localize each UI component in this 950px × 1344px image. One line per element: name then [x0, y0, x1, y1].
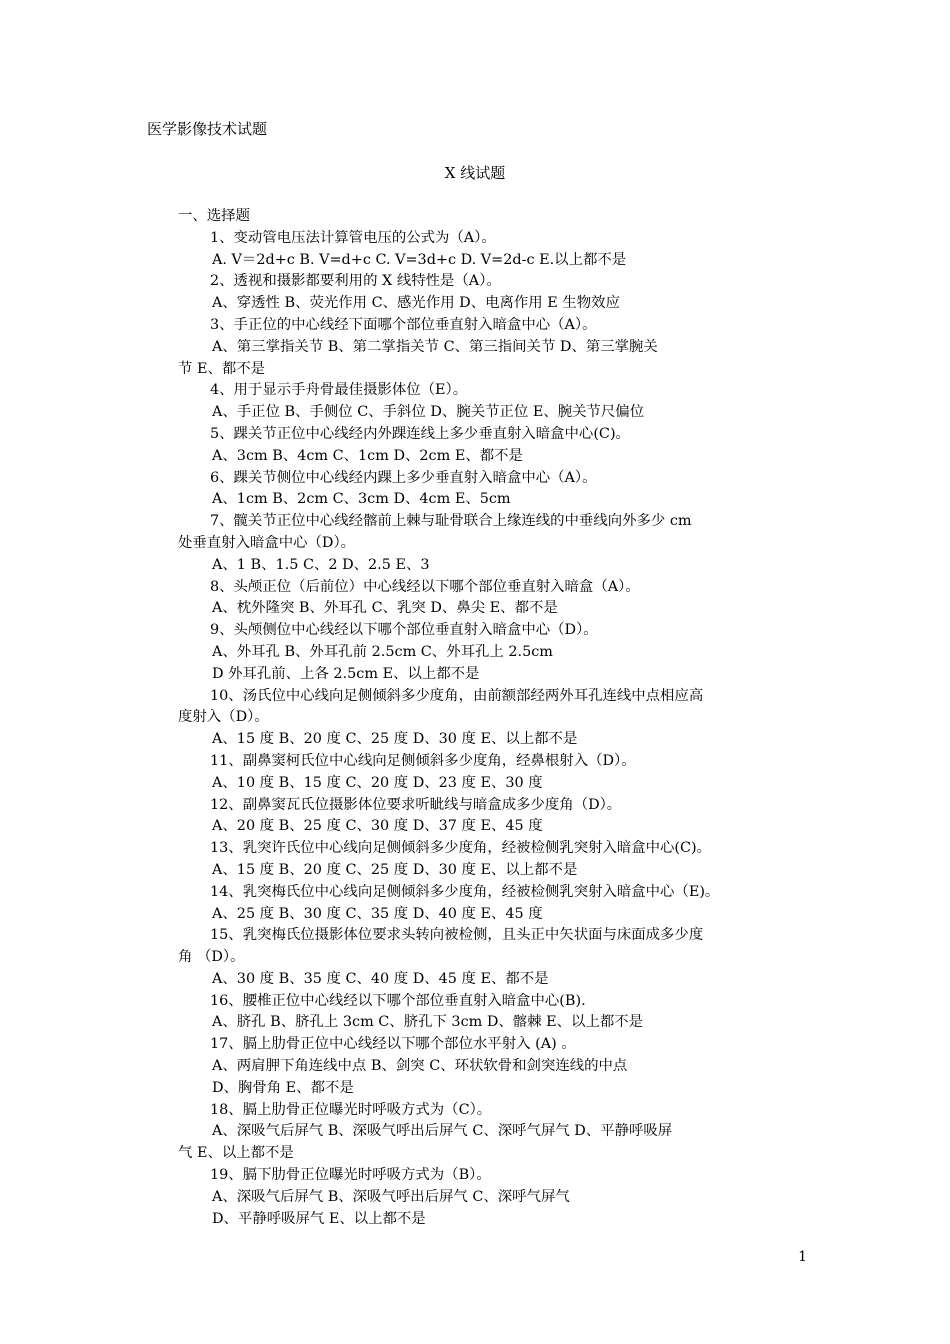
- text-line: A、脐孔 B、脐孔上 3cm C、脐孔下 3cm D、髂棘 E、以上都不是: [212, 1014, 644, 1031]
- text-line: A、10 度 B、15 度 C、20 度 D、23 度 E、30 度: [212, 774, 543, 791]
- text-line: A、手正位 B、手侧位 C、手斜位 D、腕关节正位 E、腕关节尺偏位: [212, 404, 645, 421]
- document-title: 医学影像技术试题: [147, 120, 268, 138]
- text-line: 角 （D）。: [178, 949, 245, 966]
- text-line: 18、膈上肋骨正位曝光时呼吸方式为（C）。: [210, 1101, 492, 1118]
- text-line: A、外耳孔 B、外耳孔前 2.5cm C、外耳孔上 2.5cm: [212, 643, 553, 660]
- text-line: 19、膈下肋骨正位曝光时呼吸方式为（B）。: [210, 1167, 491, 1184]
- section-title: X 线试题: [444, 164, 506, 182]
- text-line: 处垂直射入暗盒中心（D）。: [178, 534, 356, 551]
- text-line: A、3cm B、4cm C、1cm D、2cm E、都不是: [212, 447, 523, 464]
- text-line: 17、膈上肋骨正位中心线经以下哪个部位水平射入 (A) 。: [210, 1036, 576, 1053]
- text-line: A. V＝2d+c B. V=d+c C. V=3d+c D. V=2d-c E.以上都不是: [212, 251, 627, 268]
- text-line: 10、汤氏位中心线向足侧倾斜多少度角，由前额部经两外耳孔连线中点相应高: [210, 687, 704, 704]
- text-line: 一、选择题: [178, 208, 250, 224]
- text-line: 9、头颅侧位中心线经以下哪个部位垂直射入暗盒中心（D）。: [210, 622, 598, 639]
- text-line: 15、乳突梅氏位摄影体位要求头转向被检侧，且头正中矢状面与床面成多少度: [210, 927, 704, 944]
- text-line: A、深吸气后屏气 B、深吸气呼出后屏气 C、深呼气屏气: [212, 1188, 570, 1205]
- text-line: 7、髋关节正位中心线经髂前上棘与耻骨联合上缘连线的中垂线向外多少 cm: [210, 513, 692, 530]
- text-line: A、枕外隆突 B、外耳孔 C、乳突 D、鼻尖 E、都不是: [212, 600, 558, 617]
- text-line: 1、变动管电压法计算管电压的公式为（A）。: [210, 229, 496, 246]
- text-line: 16、腰椎正位中心线经以下哪个部位垂直射入暗盒中心(B).: [210, 992, 586, 1009]
- text-line: D、胸骨角 E、都不是: [212, 1079, 354, 1096]
- text-line: A、深吸气后屏气 B、深吸气呼出后屏气 C、深呼气屏气 D、平静呼吸屏: [212, 1123, 673, 1140]
- page-number: 1: [798, 1249, 807, 1265]
- text-line: 节 E、都不是: [178, 360, 266, 377]
- text-line: A、两肩胛下角连线中点 B、剑突 C、环状软骨和剑突连线的中点: [212, 1058, 628, 1075]
- text-line: A、穿透性 B、荧光作用 C、感光作用 D、电离作用 E 生物效应: [212, 295, 620, 312]
- text-line: 气 E、以上都不是: [178, 1145, 294, 1162]
- text-line: 14、乳突梅氏位中心线向足侧倾斜多少度角，经被检侧乳突射入暗盒中心（E)。: [210, 883, 720, 900]
- text-line: 度射入（D）。: [178, 709, 269, 726]
- text-line: A、20 度 B、25 度 C、30 度 D、37 度 E、45 度: [212, 818, 543, 835]
- text-line: 4、用于显示手舟骨最佳摄影体位（E）。: [210, 382, 468, 399]
- text-line: D、平静呼吸屏气 E、以上都不是: [212, 1210, 426, 1227]
- text-line: A、25 度 B、30 度 C、35 度 D、40 度 E、45 度: [212, 905, 543, 922]
- text-line: 2、透视和摄影都要利用的 X 线特性是（A）。: [210, 273, 501, 290]
- text-line: 12、副鼻窦瓦氏位摄影体位要求听眦线与暗盒成多少度角（D）。: [210, 796, 622, 813]
- text-line: 3、手正位的中心线经下面哪个部位垂直射入暗盒中心（A）。: [210, 316, 597, 333]
- text-line: 11、副鼻窦柯氏位中心线向足侧倾斜多少度角，经鼻根射入（D）。: [210, 752, 636, 769]
- text-line: 5、踝关节正位中心线经内外踝连线上多少垂直射入暗盒中心(C)。: [210, 425, 630, 442]
- text-line: A、第三掌指关节 B、第二掌指关节 C、第三指间关节 D、第三掌腕关: [212, 338, 658, 355]
- text-line: A、30 度 B、35 度 C、40 度 D、45 度 E、都不是: [212, 970, 549, 987]
- text-line: A、15 度 B、20 度 C、25 度 D、30 度 E、以上都不是: [212, 731, 578, 748]
- text-line: A、1cm B、2cm C、3cm D、4cm E、5cm: [212, 491, 511, 508]
- text-line: A、15 度 B、20 度 C、25 度 D、30 度 E、以上都不是: [212, 861, 578, 878]
- text-line: 6、踝关节侧位中心线经内踝上多少垂直射入暗盒中心（A）。: [210, 469, 597, 486]
- text-line: 8、头颅正位（后前位）中心线经以下哪个部位垂直射入暗盒（A）。: [210, 578, 640, 595]
- text-line: D 外耳孔前、上各 2.5cm E、以上都不是: [212, 665, 480, 682]
- text-line: A、1 B、1.5 C、2 D、2.5 E、3: [212, 556, 430, 573]
- question-list: [178, 206, 778, 1230]
- text-line: 13、乳突许氏位中心线向足侧倾斜多少度角，经被检侧乳突射入暗盒中心(C)。: [210, 840, 712, 857]
